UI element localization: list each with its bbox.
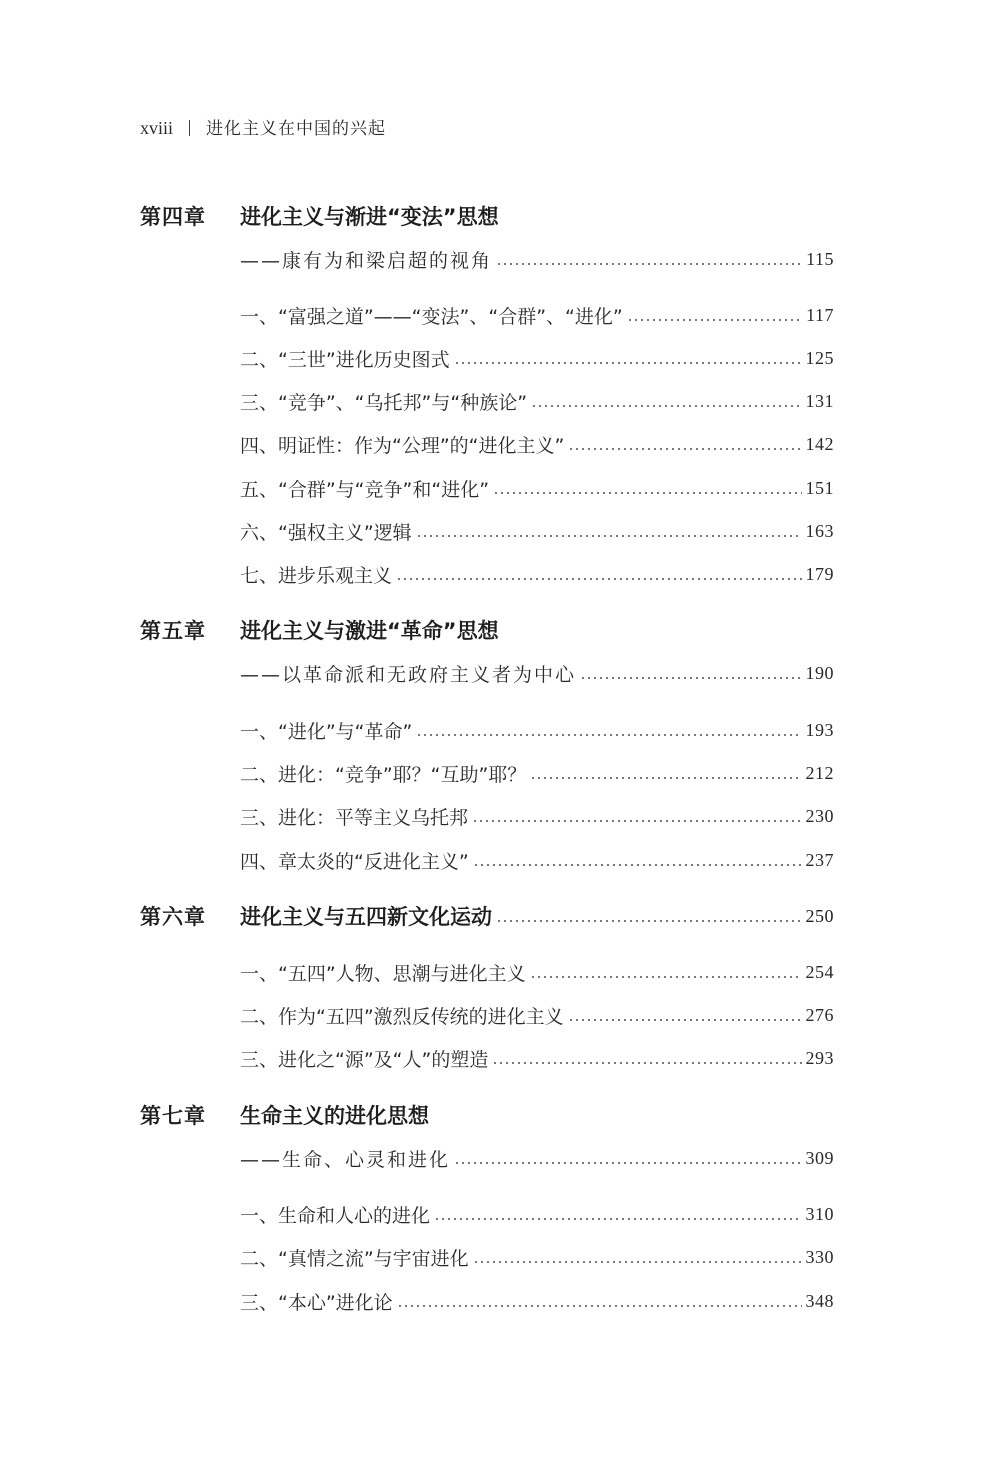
chapter-heading	[140, 615, 834, 645]
section-title: 一、“五四”人物、思潮与进化主义	[240, 962, 526, 985]
page-number: 142	[805, 433, 834, 454]
page-number: 125	[805, 347, 834, 368]
section-title: 三、进化之“源”及“人”的塑造	[240, 1048, 489, 1071]
dot-leader	[568, 1019, 802, 1021]
section-title: 四、章太炎的“反进化主义”	[240, 850, 469, 873]
header-divider	[189, 120, 190, 136]
section-row	[240, 801, 834, 831]
dot-leader	[397, 1305, 802, 1307]
chapter-number: 第七章	[140, 1104, 206, 1128]
chapter-subtitle: ——康有为和梁启超的视角	[240, 249, 493, 272]
section-title: 七、进步乐观主义	[240, 564, 393, 587]
dot-leader	[627, 319, 802, 321]
dot-leader	[568, 448, 801, 450]
section-title: 五、“合群”与“竞争”和“进化”	[240, 478, 490, 501]
dot-leader	[454, 362, 802, 364]
dot-leader	[496, 263, 802, 265]
chapter-title: 进化主义与五四新文化运动	[240, 905, 492, 929]
chapter-subtitle-row	[240, 244, 834, 274]
page-number: 179	[805, 563, 834, 584]
section-title: 三、“本心”进化论	[240, 1291, 393, 1314]
section-row	[240, 300, 834, 330]
chapter-heading	[140, 201, 834, 231]
section-row	[240, 386, 834, 416]
section-row	[240, 1286, 834, 1316]
page-number: 212	[805, 762, 834, 783]
section-row	[240, 559, 834, 589]
page-number: 117	[806, 304, 834, 325]
section-title: 二、作为“五四”激烈反传统的进化主义	[240, 1005, 564, 1028]
dot-leader	[396, 578, 801, 580]
page-number: 190	[805, 662, 834, 683]
page-number: 293	[805, 1047, 834, 1068]
dot-leader	[496, 920, 802, 922]
chapter-title: 生命主义的进化思想	[240, 1104, 429, 1128]
page-number: 230	[805, 805, 834, 826]
dot-leader	[492, 1062, 801, 1064]
chapter-heading	[140, 1100, 834, 1130]
chapter-number: 第六章	[140, 905, 206, 929]
dot-leader	[434, 1218, 801, 1220]
page-number: 193	[805, 719, 834, 740]
section-title: 三、进化：平等主义乌托邦	[240, 806, 469, 829]
section-row	[240, 1000, 834, 1030]
section-row	[240, 1199, 834, 1229]
section-title: 四、明证性：作为“公理”的“进化主义”	[240, 434, 565, 457]
section-title: 一、生命和人心的进化	[240, 1204, 431, 1227]
page-number: 151	[805, 477, 834, 498]
chapter-heading	[140, 901, 834, 931]
page-number: 115	[806, 248, 834, 269]
page-number: 250	[805, 905, 834, 926]
section-row	[240, 429, 834, 459]
section-title: 二、“真情之流”与宇宙进化	[240, 1247, 469, 1270]
section-row	[240, 845, 834, 875]
dot-leader	[531, 405, 801, 407]
section-row	[240, 957, 834, 987]
section-title: 三、“竞争”、“乌托邦”与“种族论”	[240, 391, 528, 414]
page-number: 330	[805, 1246, 834, 1267]
dot-leader	[530, 976, 802, 978]
chapter-subtitle-row	[240, 1143, 834, 1173]
dot-leader	[473, 1261, 802, 1263]
dot-leader	[493, 492, 801, 494]
section-title: 一、“进化”与“革命”	[240, 720, 413, 743]
chapter-number: 第四章	[140, 205, 206, 229]
dot-leader	[416, 734, 801, 736]
running-head	[140, 116, 386, 141]
section-row	[240, 343, 834, 373]
section-row	[240, 473, 834, 503]
section-title: 一、“富强之道”——“变法”、“合群”、“进化”	[240, 305, 623, 328]
dot-leader	[580, 677, 801, 679]
dot-leader	[454, 1162, 801, 1164]
chapter-number: 第五章	[140, 619, 206, 643]
chapter-subtitle-row	[240, 658, 834, 688]
page-number: 276	[805, 1004, 834, 1025]
section-row	[240, 1043, 834, 1073]
page-folio: xviii	[140, 118, 174, 138]
page-number: 237	[805, 849, 834, 870]
dot-leader	[530, 777, 801, 779]
dot-leader	[473, 864, 802, 866]
section-row	[240, 758, 834, 788]
section-title: 二、进化：“竞争”耶？“互助”耶？	[240, 763, 527, 786]
dot-leader	[416, 535, 802, 537]
section-title: 六、“强权主义”逻辑	[240, 521, 412, 544]
dot-leader	[472, 820, 801, 822]
section-row	[240, 516, 834, 546]
section-row	[240, 1242, 834, 1272]
book-title: 进化主义在中国的兴起	[206, 119, 387, 139]
page-number: 131	[805, 390, 834, 411]
section-title: 二、“三世”进化历史图式	[240, 348, 450, 371]
chapter-subtitle: ——以革命派和无政府主义者为中心	[240, 663, 577, 686]
page-number: 310	[805, 1203, 834, 1224]
page-number: 254	[805, 961, 834, 982]
page-number: 309	[805, 1147, 834, 1168]
page-number: 348	[805, 1290, 834, 1311]
chapter-subtitle: ——生命、心灵和进化	[240, 1148, 451, 1171]
chapter-title: 进化主义与激进“革命”思想	[240, 619, 499, 643]
section-row	[240, 715, 834, 745]
page-number: 163	[805, 520, 834, 541]
chapter-title: 进化主义与渐进“变法”思想	[240, 205, 499, 229]
